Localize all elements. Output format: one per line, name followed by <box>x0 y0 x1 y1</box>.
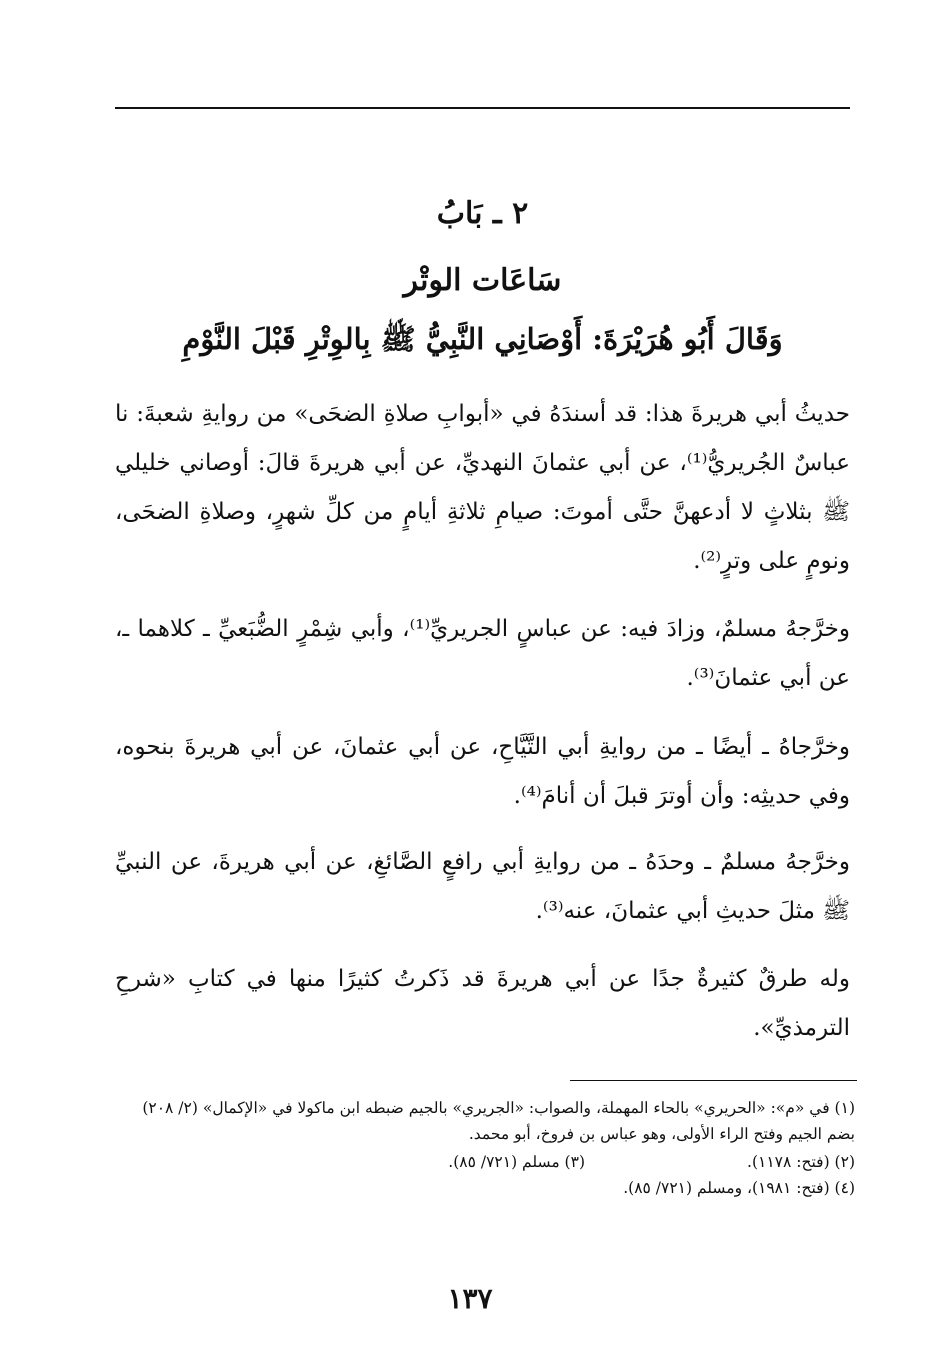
footnote-4: (٤) (فتح: ١٩٨١)، ومسلم (٧٢١/ ٨٥). <box>623 1179 855 1197</box>
chapter-number: ٢ ـ بَابُ <box>436 196 529 231</box>
footnote-rule <box>570 1080 857 1081</box>
paragraph-4: وخرَّجهُ مسلمٌ ـ وحدَهُ ـ من روايةِ أبي رافعٍ الصَّائغِ، عن أبي هريرةَ، عن النبيِّ ﷺ مثلَ حديثِ أبي عثمانَ، عنه⁽³⁾. <box>115 849 850 924</box>
footnote-1: (١) في «م»: «الحريري» بالحاء المهملة، والصواب: «الجريري» بالجيم ضبطه ابن ماكولا في «الإكمال» (٢/ ٢٠٨) بضم الجيم وفتح الراء الأولى، وهو عباس بن فروخ، أبو محمد. <box>142 1099 855 1143</box>
chapter-subtitle: وَقَالَ أَبُو هُرَيْرَةَ: أَوْصَانِي النَّبِيُّ ﷺ بِالوِتْرِ قَبْلَ النَّوْمِ <box>182 322 783 356</box>
header-rule <box>115 107 850 109</box>
paragraph-5: وله طرقٌ كثيرةٌ جدًا عن أبي هريرةَ قد ذَكرتُ كثيرًا منها في كتابِ «شرحِ الترمذيِّ». <box>115 966 850 1041</box>
footnote-3: (٣) مسلم (٧٢١/ ٨٥). <box>448 1153 585 1171</box>
paragraph-2: وخرَّجهُ مسلمٌ، وزادَ فيه: عن عباسٍ الجريريِّ⁽¹⁾، وأبي شِمْرٍ الضُّبَعيِّ ـ كلاهما ـ، عن أبي عثمانَ⁽³⁾. <box>115 616 850 691</box>
paragraph-3: وخرَّجاهُ ـ أيضًا ـ من روايةِ أبي التَّيَّاحِ، عن أبي عثمانَ، عن أبي هريرةَ بنحوه، وفي حديثِه: وأن أوترَ قبلَ أن أنامَ⁽⁴⁾. <box>115 734 850 809</box>
footnote-2: (٢) (فتح: ١١٧٨). <box>747 1153 855 1171</box>
page-number: ١٣٧ <box>447 1282 493 1315</box>
chapter-title: سَاعَات الوتْر <box>403 263 562 298</box>
paragraph-1: حديثُ أبي هريرةَ هذا: قد أسندَهُ في «أبوابِ صلاةِ الضحَى» من روايةِ شعبةَ: نا عباسٌ الجُريريُّ⁽¹⁾، عن أبي عثمانَ النهديِّ، عن أبي هريرةَ قالَ: أوصاني خليلي ﷺ بثلاثٍ لا أدعهنَّ حتَّى أموتَ: صيامِ ثلاثةِ أيامٍ من كلِّ شهرٍ، وصلاةِ الضحَى، ونومٍ على وترٍ⁽²⁾. <box>115 401 850 574</box>
